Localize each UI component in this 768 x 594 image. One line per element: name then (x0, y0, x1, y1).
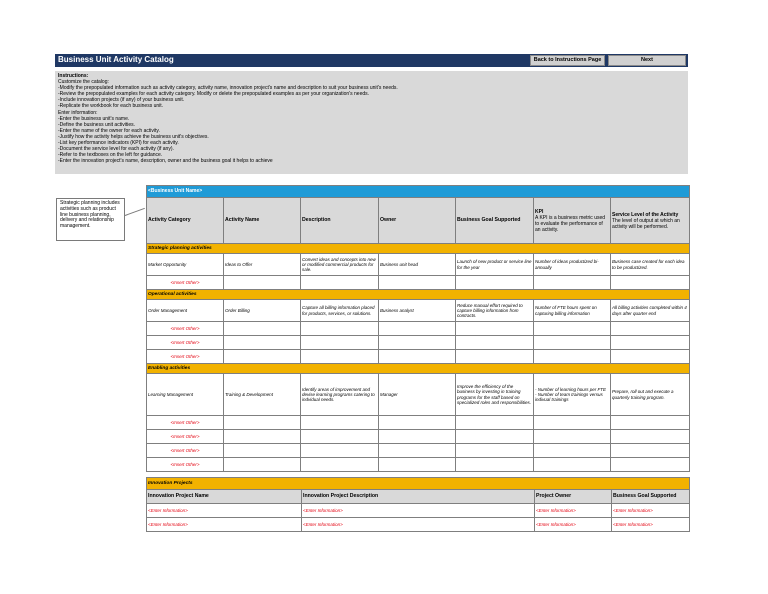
col-header-goal: Business Goal Supported (456, 198, 534, 244)
cell-name[interactable]: Ideas to Offer (224, 254, 301, 276)
empty-cell[interactable] (456, 322, 534, 336)
empty-cell[interactable] (534, 430, 611, 444)
empty-cell[interactable] (224, 458, 301, 472)
insert-other-cell[interactable]: <Insert Other> (147, 430, 224, 444)
empty-cell[interactable] (611, 336, 690, 350)
instruction-line: -Review the prepopulated examples for each activity category. Modify or delete the prepopulated examples as per your organization's needs. (58, 91, 370, 98)
insert-other-cell[interactable]: <Insert Other> (147, 350, 224, 364)
cell-goal[interactable]: Improve the efficiency of the business by investing in training programs for the staff based on specialized roles and responsibilities. (456, 374, 534, 416)
guidance-textbox: Strategic planning includes activities such as product line business planning, delivery and relationship management. (56, 198, 125, 241)
empty-cell[interactable] (611, 416, 690, 430)
empty-cell[interactable] (224, 336, 301, 350)
empty-cell[interactable] (456, 336, 534, 350)
enter-info-cell[interactable]: <Enter Information> (302, 518, 535, 532)
empty-cell[interactable] (379, 336, 456, 350)
section-enabling: Enabling activities (147, 364, 690, 374)
empty-cell[interactable] (611, 350, 690, 364)
enter-info-cell[interactable]: <Enter Information> (535, 518, 612, 532)
col-header-category: Activity Category (147, 198, 224, 244)
instruction-line: -Replicate the workbook for each business unit. (58, 103, 164, 110)
empty-cell[interactable] (301, 444, 379, 458)
instructions-heading: Instructions: (58, 73, 89, 79)
instruction-line: -Modify the prepopulated information such as activity category, activity name, innovation project's name and description to suit your business unit's needs. (58, 85, 398, 92)
enter-info-cell[interactable]: <Enter Information> (147, 504, 302, 518)
cell-category[interactable]: Learning Management (147, 374, 224, 416)
empty-cell[interactable] (611, 322, 690, 336)
empty-cell[interactable] (224, 276, 301, 290)
empty-cell[interactable] (534, 322, 611, 336)
empty-cell[interactable] (301, 350, 379, 364)
empty-cell[interactable] (301, 430, 379, 444)
col-header-service-level (611, 198, 690, 244)
empty-cell[interactable] (224, 350, 301, 364)
insert-other-cell[interactable]: <Insert Other> (147, 416, 224, 430)
col-header-name: Activity Name (224, 198, 301, 244)
cell-description[interactable]: Convert ideas and concepts into new or modified commercial products for sale. (301, 254, 379, 276)
cell-name[interactable]: Training & Development (224, 374, 301, 416)
cell-kpi[interactable] (534, 374, 611, 416)
enter-info-cell[interactable]: <Enter Information> (612, 518, 690, 532)
title-bar (55, 54, 688, 67)
empty-cell[interactable] (379, 444, 456, 458)
instruction-line: Customize the catalog: (58, 79, 109, 86)
cell-kpi[interactable]: Number of FTE hours spent on capturing billing information (534, 300, 611, 322)
empty-cell[interactable] (534, 444, 611, 458)
back-to-instructions-button[interactable]: Back to Instructions Page (530, 55, 605, 66)
cell-description[interactable]: Identify areas of improvement and devise learning programs catering to indvidual needs. (301, 374, 379, 416)
cell-description[interactable]: Capture all billing information placed for products, services, or solutions. (301, 300, 379, 322)
enter-info-cell[interactable]: <Enter Information> (147, 518, 302, 532)
empty-cell[interactable] (379, 350, 456, 364)
empty-cell[interactable] (534, 336, 611, 350)
instruction-line: -Justify how the activity helps achieve the business unit's objectives. (58, 133, 209, 140)
insert-other-cell[interactable]: <Insert Other> (147, 322, 224, 336)
empty-cell[interactable] (301, 416, 379, 430)
kpi-line: - Number of learning hours per FTE (535, 386, 607, 392)
empty-cell[interactable] (456, 458, 534, 472)
instruction-line: -Enter the innovation project's name, description, owner and the business goal it helps to achieve (58, 158, 273, 165)
empty-cell[interactable] (534, 350, 611, 364)
col-header-description: Description (301, 198, 379, 244)
col-header-project-goal: Business Goal Supported (612, 490, 690, 504)
empty-cell[interactable] (456, 350, 534, 364)
svc-title: Service Level of the Activity (612, 211, 679, 218)
empty-cell[interactable] (379, 430, 456, 444)
enter-info-cell[interactable]: <Enter Information> (535, 504, 612, 518)
instruction-line: -Define the business unit activities. (58, 121, 135, 128)
empty-cell[interactable] (534, 276, 611, 290)
section-strategic: Strategic planning activities (147, 244, 690, 254)
empty-cell[interactable] (301, 322, 379, 336)
empty-cell[interactable] (611, 444, 690, 458)
instructions-panel (55, 71, 688, 174)
enter-info-cell[interactable]: <Enter Information> (612, 504, 690, 518)
empty-cell[interactable] (534, 416, 611, 430)
cell-goal[interactable]: Reduce manual effort required to capture billing information from contracts. (456, 300, 534, 322)
instruction-line: -Document the service level for each activity (if any). (58, 146, 174, 153)
empty-cell[interactable] (379, 416, 456, 430)
empty-cell[interactable] (224, 322, 301, 336)
empty-cell[interactable] (379, 458, 456, 472)
col-header-owner: Owner (379, 198, 456, 244)
instruction-line: -Enter the name of the owner for each activity. (58, 127, 160, 134)
cell-service-level[interactable]: Prepare, roll out and execute a quarterly training program. (611, 374, 690, 416)
cell-category[interactable]: Market Opportunity (147, 254, 224, 276)
empty-cell[interactable] (379, 322, 456, 336)
empty-cell[interactable] (224, 430, 301, 444)
instruction-line: -Refer to the textboxes on the left for guidance. (58, 152, 163, 159)
cell-owner[interactable]: Business analyst (379, 300, 456, 322)
insert-other-cell[interactable]: <Insert Other> (147, 276, 224, 290)
empty-cell[interactable] (611, 276, 690, 290)
empty-cell[interactable] (301, 458, 379, 472)
instruction-line: -Enter the business unit's name. (58, 115, 130, 122)
insert-other-cell[interactable]: <Insert Other> (147, 444, 224, 458)
empty-cell[interactable] (456, 276, 534, 290)
cell-goal[interactable]: Launch of new product or service line for the year (456, 254, 534, 276)
section-operational: Operational activities (147, 290, 690, 300)
svc-desc: The level of output at which an activity will be performed. (612, 217, 680, 230)
kpi-desc: A KPI is a business metric used to evaluate the performance of an activity. (535, 214, 606, 233)
instruction-line: Enter information: (58, 109, 98, 116)
cell-name[interactable]: Order Billing (224, 300, 301, 322)
empty-cell[interactable] (301, 276, 379, 290)
insert-other-cell[interactable]: <Insert Other> (147, 458, 224, 472)
cell-kpi[interactable]: Number of ideas productized bi-annually (534, 254, 611, 276)
insert-other-cell[interactable]: <Insert Other> (147, 336, 224, 350)
col-header-project-owner: Project Owner (535, 490, 612, 504)
cell-owner[interactable]: Manager (379, 374, 456, 416)
empty-cell[interactable] (456, 444, 534, 458)
empty-cell[interactable] (611, 458, 690, 472)
kpi-title: KPI (535, 208, 544, 215)
kpi-line: - Number of team trainings versus indivual trainings (535, 391, 603, 403)
empty-cell[interactable] (379, 276, 456, 290)
enter-info-cell[interactable]: <Enter Information> (302, 504, 535, 518)
business-unit-name-cell[interactable]: <Business Unit Name> (147, 186, 690, 198)
col-header-project-name: Innovation Project Name (147, 490, 302, 504)
activity-catalog-table (146, 185, 690, 472)
empty-cell[interactable] (224, 416, 301, 430)
empty-cell[interactable] (456, 430, 534, 444)
callout-connector (125, 208, 145, 216)
empty-cell[interactable] (611, 430, 690, 444)
col-header-kpi (534, 198, 611, 244)
cell-service-level[interactable]: Business case created for each idea to be productized. (611, 254, 690, 276)
section-innovation: Innovation Projects (147, 478, 690, 490)
cell-category[interactable]: Order Management (147, 300, 224, 322)
empty-cell[interactable] (224, 444, 301, 458)
innovation-projects-table (146, 477, 690, 532)
cell-owner[interactable]: Business unit head (379, 254, 456, 276)
empty-cell[interactable] (534, 458, 611, 472)
page-title: Business Unit Activity Catalog (58, 55, 174, 64)
empty-cell[interactable] (301, 336, 379, 350)
cell-service-level[interactable]: All billing activities completed within 4 days after quarter end (611, 300, 690, 322)
col-header-project-description: Innovation Project Description (302, 490, 535, 504)
empty-cell[interactable] (456, 416, 534, 430)
instruction-line: -List key performance indicators (KPI) for each activity. (58, 140, 179, 147)
next-button[interactable]: Next (608, 55, 686, 66)
instruction-line: -Include innovation projects (if any) of your business unit. (58, 97, 185, 104)
